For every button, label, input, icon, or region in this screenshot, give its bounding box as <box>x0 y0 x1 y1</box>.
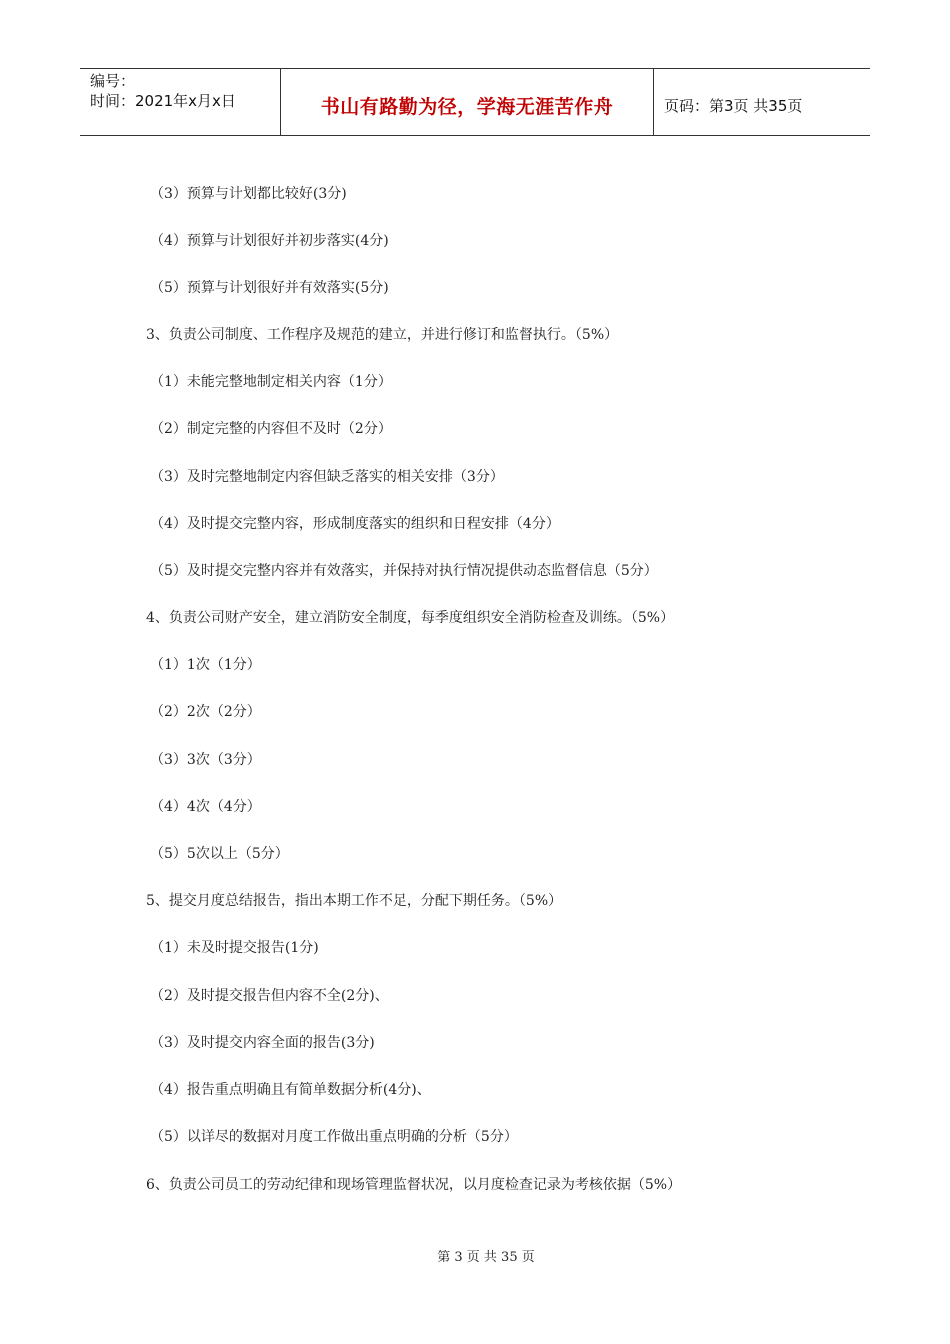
list-item: （3）预算与计划都比较好(3分) <box>150 186 347 202</box>
section-heading: 3、负责公司制度、工作程序及规范的建立，并进行修订和监督执行。（5%） <box>146 327 619 343</box>
header-page-info: 页码：第3页 共35页 <box>664 96 803 115</box>
list-item: （1）未及时提交报告(1分) <box>150 940 319 956</box>
list-item: （1）1次（1分） <box>150 657 261 673</box>
list-item: （5）及时提交完整内容并有效落实，并保持对执行情况提供动态监督信息（5分） <box>150 563 658 579</box>
list-item: （4）4次（4分） <box>150 799 261 815</box>
list-item: （2）2次（2分） <box>150 704 261 720</box>
header-motto: 书山有路勤为径，学海无涯苦作舟 <box>281 69 654 135</box>
document-number-label: 编号： <box>90 72 136 90</box>
list-item: （5）以详尽的数据对月度工作做出重点明确的分析（5分） <box>150 1129 518 1145</box>
section-heading: 6、负责公司员工的劳动纪律和现场管理监督状况，以月度检查记录为考核依据（5%） <box>146 1177 682 1193</box>
page-footer: 第 3 页 共 35 页 <box>437 1250 535 1265</box>
list-item: （3）3次（3分） <box>150 752 261 768</box>
list-item: （3）及时完整地制定内容但缺乏落实的相关安排（3分） <box>150 469 504 485</box>
list-item: （3）及时提交内容全面的报告(3分) <box>150 1035 375 1051</box>
list-item: （2）制定完整的内容但不及时（2分） <box>150 421 392 437</box>
list-item: （4）及时提交完整内容，形成制度落实的组织和日程安排（4分） <box>150 516 560 532</box>
list-item: （4）报告重点明确且有简单数据分析(4分)、 <box>150 1082 431 1098</box>
list-item: （4）预算与计划很好并初步落实(4分) <box>150 233 389 249</box>
document-date: 时间：2021年x月x日 <box>90 92 236 110</box>
list-item: （1）未能完整地制定相关内容（1分） <box>150 374 392 390</box>
list-item: （5）预算与计划很好并有效落实(5分) <box>150 280 389 296</box>
list-item: （2）及时提交报告但内容不全(2分)、 <box>150 988 389 1004</box>
section-heading: 4、负责公司财产安全，建立消防安全制度，每季度组织安全消防检查及训练。（5%） <box>146 610 675 626</box>
section-heading: 5、提交月度总结报告，指出本期工作不足，分配下期任务。（5%） <box>146 893 563 909</box>
list-item: （5）5次以上（5分） <box>150 846 289 862</box>
header-meta <box>80 69 281 135</box>
document-header <box>80 68 870 136</box>
